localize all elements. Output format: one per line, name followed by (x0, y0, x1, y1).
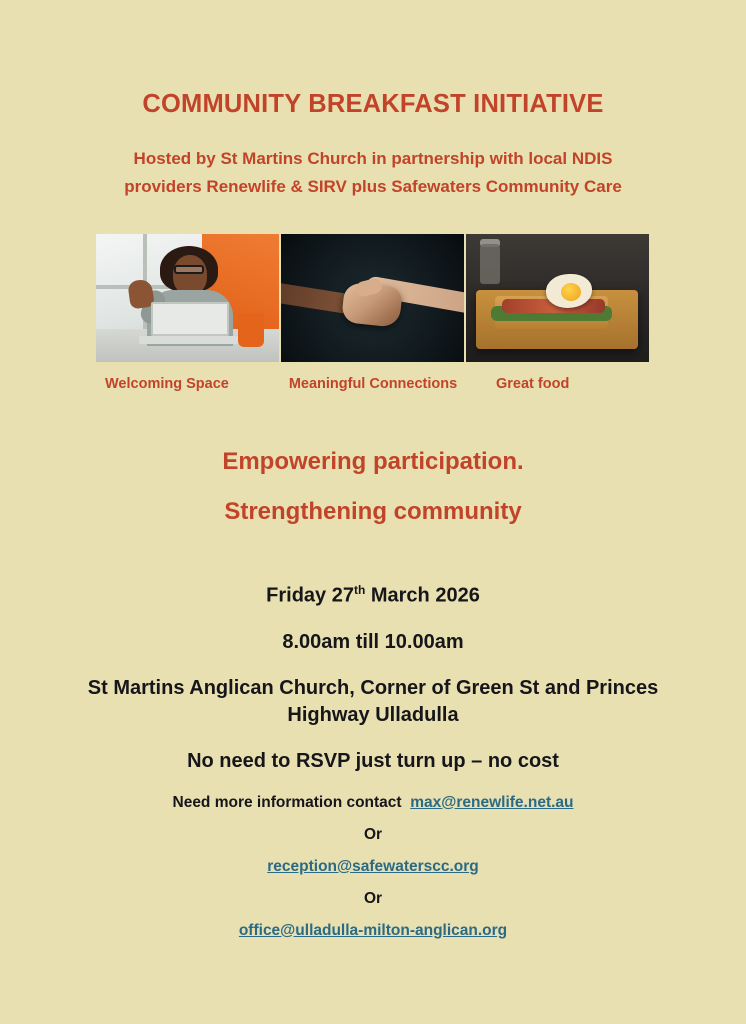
email-link-anglican[interactable]: office@ulladulla-milton-anglican.org (238, 921, 508, 939)
egg-yolk-shape (561, 283, 581, 301)
laptop-base-shape (139, 336, 243, 344)
caption-great-food: Great food (496, 376, 570, 393)
caption-welcoming-space: Welcoming Space (105, 376, 229, 393)
event-venue: St Martins Anglican Church, Corner of Green St and Princes Highway Ulladulla (87, 676, 659, 726)
glasses-icon (174, 265, 204, 274)
great-food-photo (466, 234, 649, 362)
person-head-shape (173, 255, 207, 295)
event-date-ordinal: th (353, 583, 366, 598)
photo-strip (96, 234, 651, 362)
email-link-safewaters[interactable]: reception@safewaterscc.org (267, 857, 479, 875)
or-separator-1: Or (363, 825, 383, 843)
mug-shape (238, 313, 264, 347)
slogan-line-1: Empowering participation. (222, 448, 524, 476)
email-line-safewaters (0, 858, 746, 876)
caption-meaningful-connections: Meaningful Connections (288, 376, 458, 393)
page-title: COMMUNITY BREAKFAST INITIATIVE (142, 90, 604, 118)
event-date-suffix: March 2026 (365, 584, 480, 607)
laptop-screen-shape (151, 302, 229, 336)
event-time: 8.00am till 10.00am (282, 630, 464, 653)
office-scene-illustration (96, 234, 279, 362)
event-details (0, 582, 746, 940)
poster-subtitle: Hosted by St Martins Church in partnership with local NDIS providers Renewlife & SIRV plus Safewaters Community Care (124, 149, 622, 196)
slogan-line-2: Strengthening community (224, 498, 522, 526)
contact-line (0, 794, 746, 812)
meaningful-connections-photo (281, 234, 464, 362)
breakfast-illustration (466, 234, 649, 362)
email-link-renewlife[interactable]: max@renewlife.net.au (410, 793, 574, 811)
or-separator-2: Or (363, 889, 383, 907)
welcoming-space-photo (96, 234, 279, 362)
event-date (0, 582, 746, 610)
contact-prefix: Need more information contact (172, 793, 402, 811)
photo-captions (63, 376, 683, 392)
handshake-illustration (281, 234, 464, 362)
event-date-prefix: Friday 27 (266, 584, 354, 607)
salt-shaker-shape (480, 244, 500, 284)
email-line-anglican (0, 922, 746, 940)
rsvp-note: No need to RSVP just turn up – no cost (187, 749, 559, 772)
